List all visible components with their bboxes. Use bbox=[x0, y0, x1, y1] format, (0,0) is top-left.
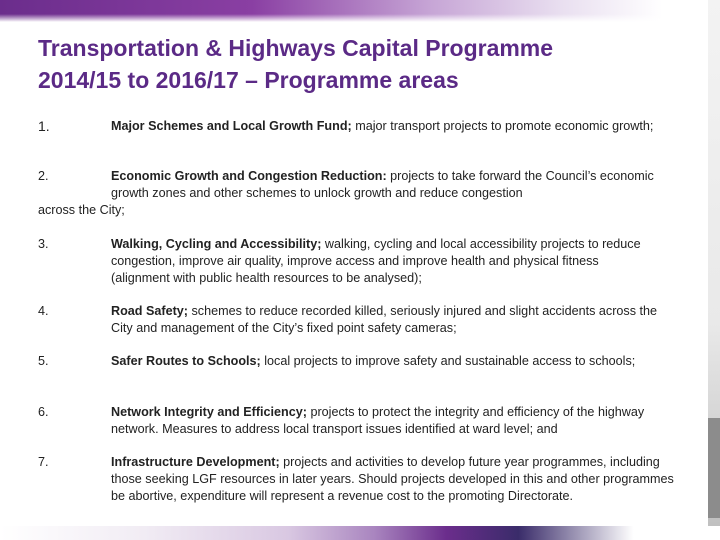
item-number: 1. bbox=[38, 118, 50, 134]
item-body bbox=[111, 303, 671, 337]
item-number: 3. bbox=[38, 237, 49, 251]
item-heading: Road Safety; bbox=[111, 304, 188, 318]
item-continuation: across the City; bbox=[38, 203, 125, 217]
item-body bbox=[111, 454, 681, 505]
item-number: 4. bbox=[38, 304, 49, 318]
item-body bbox=[111, 353, 636, 370]
item-number: 6. bbox=[38, 405, 49, 419]
item-heading: Infrastructure Development; bbox=[111, 455, 280, 469]
right-edge-bar bbox=[708, 0, 720, 540]
title-line-2: 2014/15 to 2016/17 – Programme areas bbox=[38, 67, 459, 93]
item-heading: Major Schemes and Local Growth Fund; bbox=[111, 119, 352, 133]
top-decorative-band bbox=[0, 0, 720, 22]
item-heading: Safer Routes to Schools; bbox=[111, 354, 261, 368]
item-number: 2. bbox=[38, 169, 49, 183]
item-body bbox=[111, 236, 651, 287]
item-body bbox=[111, 168, 691, 202]
item-number: 5. bbox=[38, 354, 49, 368]
title-line-1: Transportation & Highways Capital Programme bbox=[38, 35, 554, 61]
item-text: major transport projects to promote economic growth; bbox=[351, 119, 654, 133]
item-text: schemes to reduce recorded killed, seriously injured and slight accidents across the City and management of the City’s fixed point safety cameras; bbox=[111, 304, 657, 335]
item-text: local projects to improve safety and sustainable access to schools; bbox=[260, 354, 636, 368]
item-body bbox=[111, 404, 676, 438]
item-body bbox=[111, 118, 686, 135]
item-heading: Network Integrity and Efficiency; bbox=[111, 405, 307, 419]
item-heading: Walking, Cycling and Accessibility; bbox=[111, 237, 322, 251]
page-title bbox=[38, 32, 698, 96]
item-heading: Economic Growth and Congestion Reduction: bbox=[111, 169, 387, 183]
item-text: walking, cycling and local accessibility projects to reduce congestion, improve air quality, improve access and improve health and physical fitness (alignment with public health resources to be analysed); bbox=[111, 237, 641, 285]
item-text: projects and activities to develop future year programmes, including those seeking LGF resources in later years. Should projects developed in this and other programmes be abortive, expenditure will represent a revenue cost to the promoting Directorate. bbox=[111, 455, 674, 503]
item-text: projects to take forward the Council’s economic growth zones and other schemes to unlock growth and reduce congestion bbox=[111, 169, 654, 200]
item-number: 7. bbox=[38, 455, 49, 469]
bottom-decorative-band bbox=[0, 526, 720, 540]
item-text: projects to protect the integrity and efficiency of the highway network. Measures to address local transport issues identified at ward level; and bbox=[111, 405, 645, 436]
